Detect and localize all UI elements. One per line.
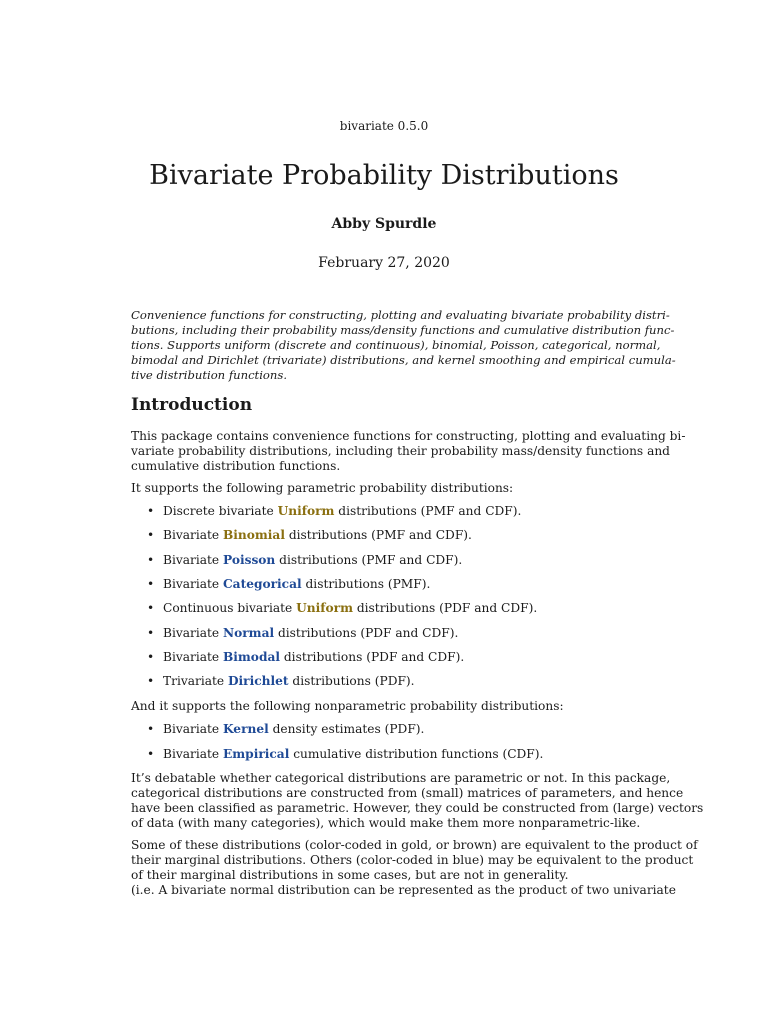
abstract-line: Convenience functions for constructing, plotting and evaluating bivariate probability distri- [131, 308, 670, 322]
bullet-icon: • [147, 576, 155, 591]
debate-paragraph [131, 771, 704, 831]
bullet-icon: • [147, 601, 155, 616]
list-item-text: distributions (PDF and CDF). [280, 649, 465, 664]
debate-line: of data (with many categories), which would make them more nonparametric-like. [131, 816, 641, 830]
package-version-header: bivariate 0.5.0 [339, 119, 429, 133]
parametric-intro-text: It supports the following parametric probability distributions: [131, 481, 514, 495]
abstract-line: butions, including their probability mass/density functions and cumulative distribution func- [131, 323, 675, 337]
nonparametric-intro-text: And it supports the following nonparametric probability distributions: [131, 699, 564, 713]
list-item-text: Trivariate [163, 674, 228, 689]
debate-line: have been classified as parametric. However, they could be constructed from (large) vectors [131, 801, 704, 815]
list-item [147, 626, 458, 640]
distribution-name: Empirical [222, 747, 290, 761]
list-item-text: Continuous bivariate [163, 601, 297, 616]
list-item-text: distributions (PMF). [301, 576, 431, 591]
intro-line: cumulative distribution functions. [131, 459, 341, 473]
distribution-name: Categorical [222, 576, 302, 591]
distribution-name: Kernel [222, 722, 269, 736]
date: February 27, 2020 [318, 255, 450, 271]
debate-line: It’s debatable whether categorical distributions are parametric or not. In this package, [131, 771, 671, 785]
list-item-text: distributions (PMF and CDF). [275, 552, 463, 567]
distribution-name: Poisson [222, 552, 276, 567]
list-item [147, 747, 543, 761]
list-item-text: distributions (PMF and CDF). [284, 528, 472, 543]
list-item [147, 504, 521, 518]
list-item-text: Bivariate [163, 625, 223, 640]
list-item-text: Bivariate [163, 576, 223, 591]
bullet-icon: • [147, 747, 155, 761]
list-item-text: Bivariate [163, 747, 223, 761]
nonparametric-intro [131, 699, 637, 714]
color-line: (i.e. A bivariate normal distribution can be represented as the product of two univariate [131, 883, 676, 897]
list-item-text: cumulative distribution functions (CDF). [289, 747, 544, 761]
author: Abby Spurdle [331, 216, 437, 232]
abstract-line: bimodal and Dirichlet (trivariate) distributions, and kernel smoothing and empirical cumula- [131, 353, 676, 367]
bullet-icon: • [147, 722, 155, 736]
list-item-text: Bivariate [163, 722, 223, 736]
parametric-intro [131, 481, 637, 496]
list-item-text: Bivariate [163, 528, 223, 543]
list-item-text: distributions (PDF). [288, 674, 415, 689]
list-item [147, 553, 462, 567]
debate-line: categorical distributions are constructed from (small) matrices of parameters, and hence [131, 786, 684, 800]
list-item-text: density estimates (PDF). [268, 722, 425, 736]
abstract [131, 308, 676, 383]
color-line: their marginal distributions. Others (color-coded in blue) may be equivalent to the product [131, 853, 694, 867]
abstract-line: tions. Supports uniform (discrete and continuous), binomial, Poisson, categorical, normal, [131, 338, 661, 352]
color-line: of their marginal distributions in some cases, but are not in generality. [131, 868, 569, 882]
list-item-text: Bivariate [163, 649, 223, 664]
bullet-icon: • [147, 625, 155, 640]
page-title: Bivariate Probability Distributions [149, 160, 619, 191]
list-item-text: Bivariate [163, 552, 223, 567]
intro-line: variate probability distributions, including their probability mass/density functions and [131, 444, 670, 458]
distribution-name: Dirichlet [227, 674, 289, 689]
intro-line: This package contains convenience functions for constructing, plotting and evaluating bi- [131, 429, 686, 443]
abstract-line: tive distribution functions. [131, 368, 288, 382]
distribution-name: Normal [222, 625, 275, 640]
distribution-name: Binomial [222, 528, 285, 543]
bullet-icon: • [147, 674, 155, 689]
list-item [147, 674, 415, 688]
bullet-icon: • [147, 504, 155, 518]
list-item-text: distributions (PDF and CDF). [352, 601, 538, 616]
list-item-text: Discrete bivariate [163, 504, 278, 518]
list-item [147, 577, 430, 591]
section-heading-introduction: Introduction [131, 395, 253, 415]
bullet-icon: • [147, 649, 155, 664]
list-item-text: distributions (PMF and CDF). [334, 504, 522, 518]
list-item [147, 722, 424, 736]
color-line: Some of these distributions (color-coded in gold, or brown) are equivalent to the product of [131, 838, 698, 852]
color-coding-paragraph [131, 838, 698, 898]
list-item [147, 650, 464, 664]
intro-paragraph [131, 429, 686, 474]
list-item-text: distributions (PDF and CDF). [274, 625, 459, 640]
distribution-name: Bimodal [222, 649, 280, 664]
distribution-name: Uniform [296, 601, 353, 616]
distribution-name: Uniform [277, 504, 335, 518]
bullet-icon: • [147, 528, 155, 543]
bullet-icon: • [147, 552, 155, 567]
list-item [147, 601, 537, 615]
list-item [147, 528, 472, 542]
